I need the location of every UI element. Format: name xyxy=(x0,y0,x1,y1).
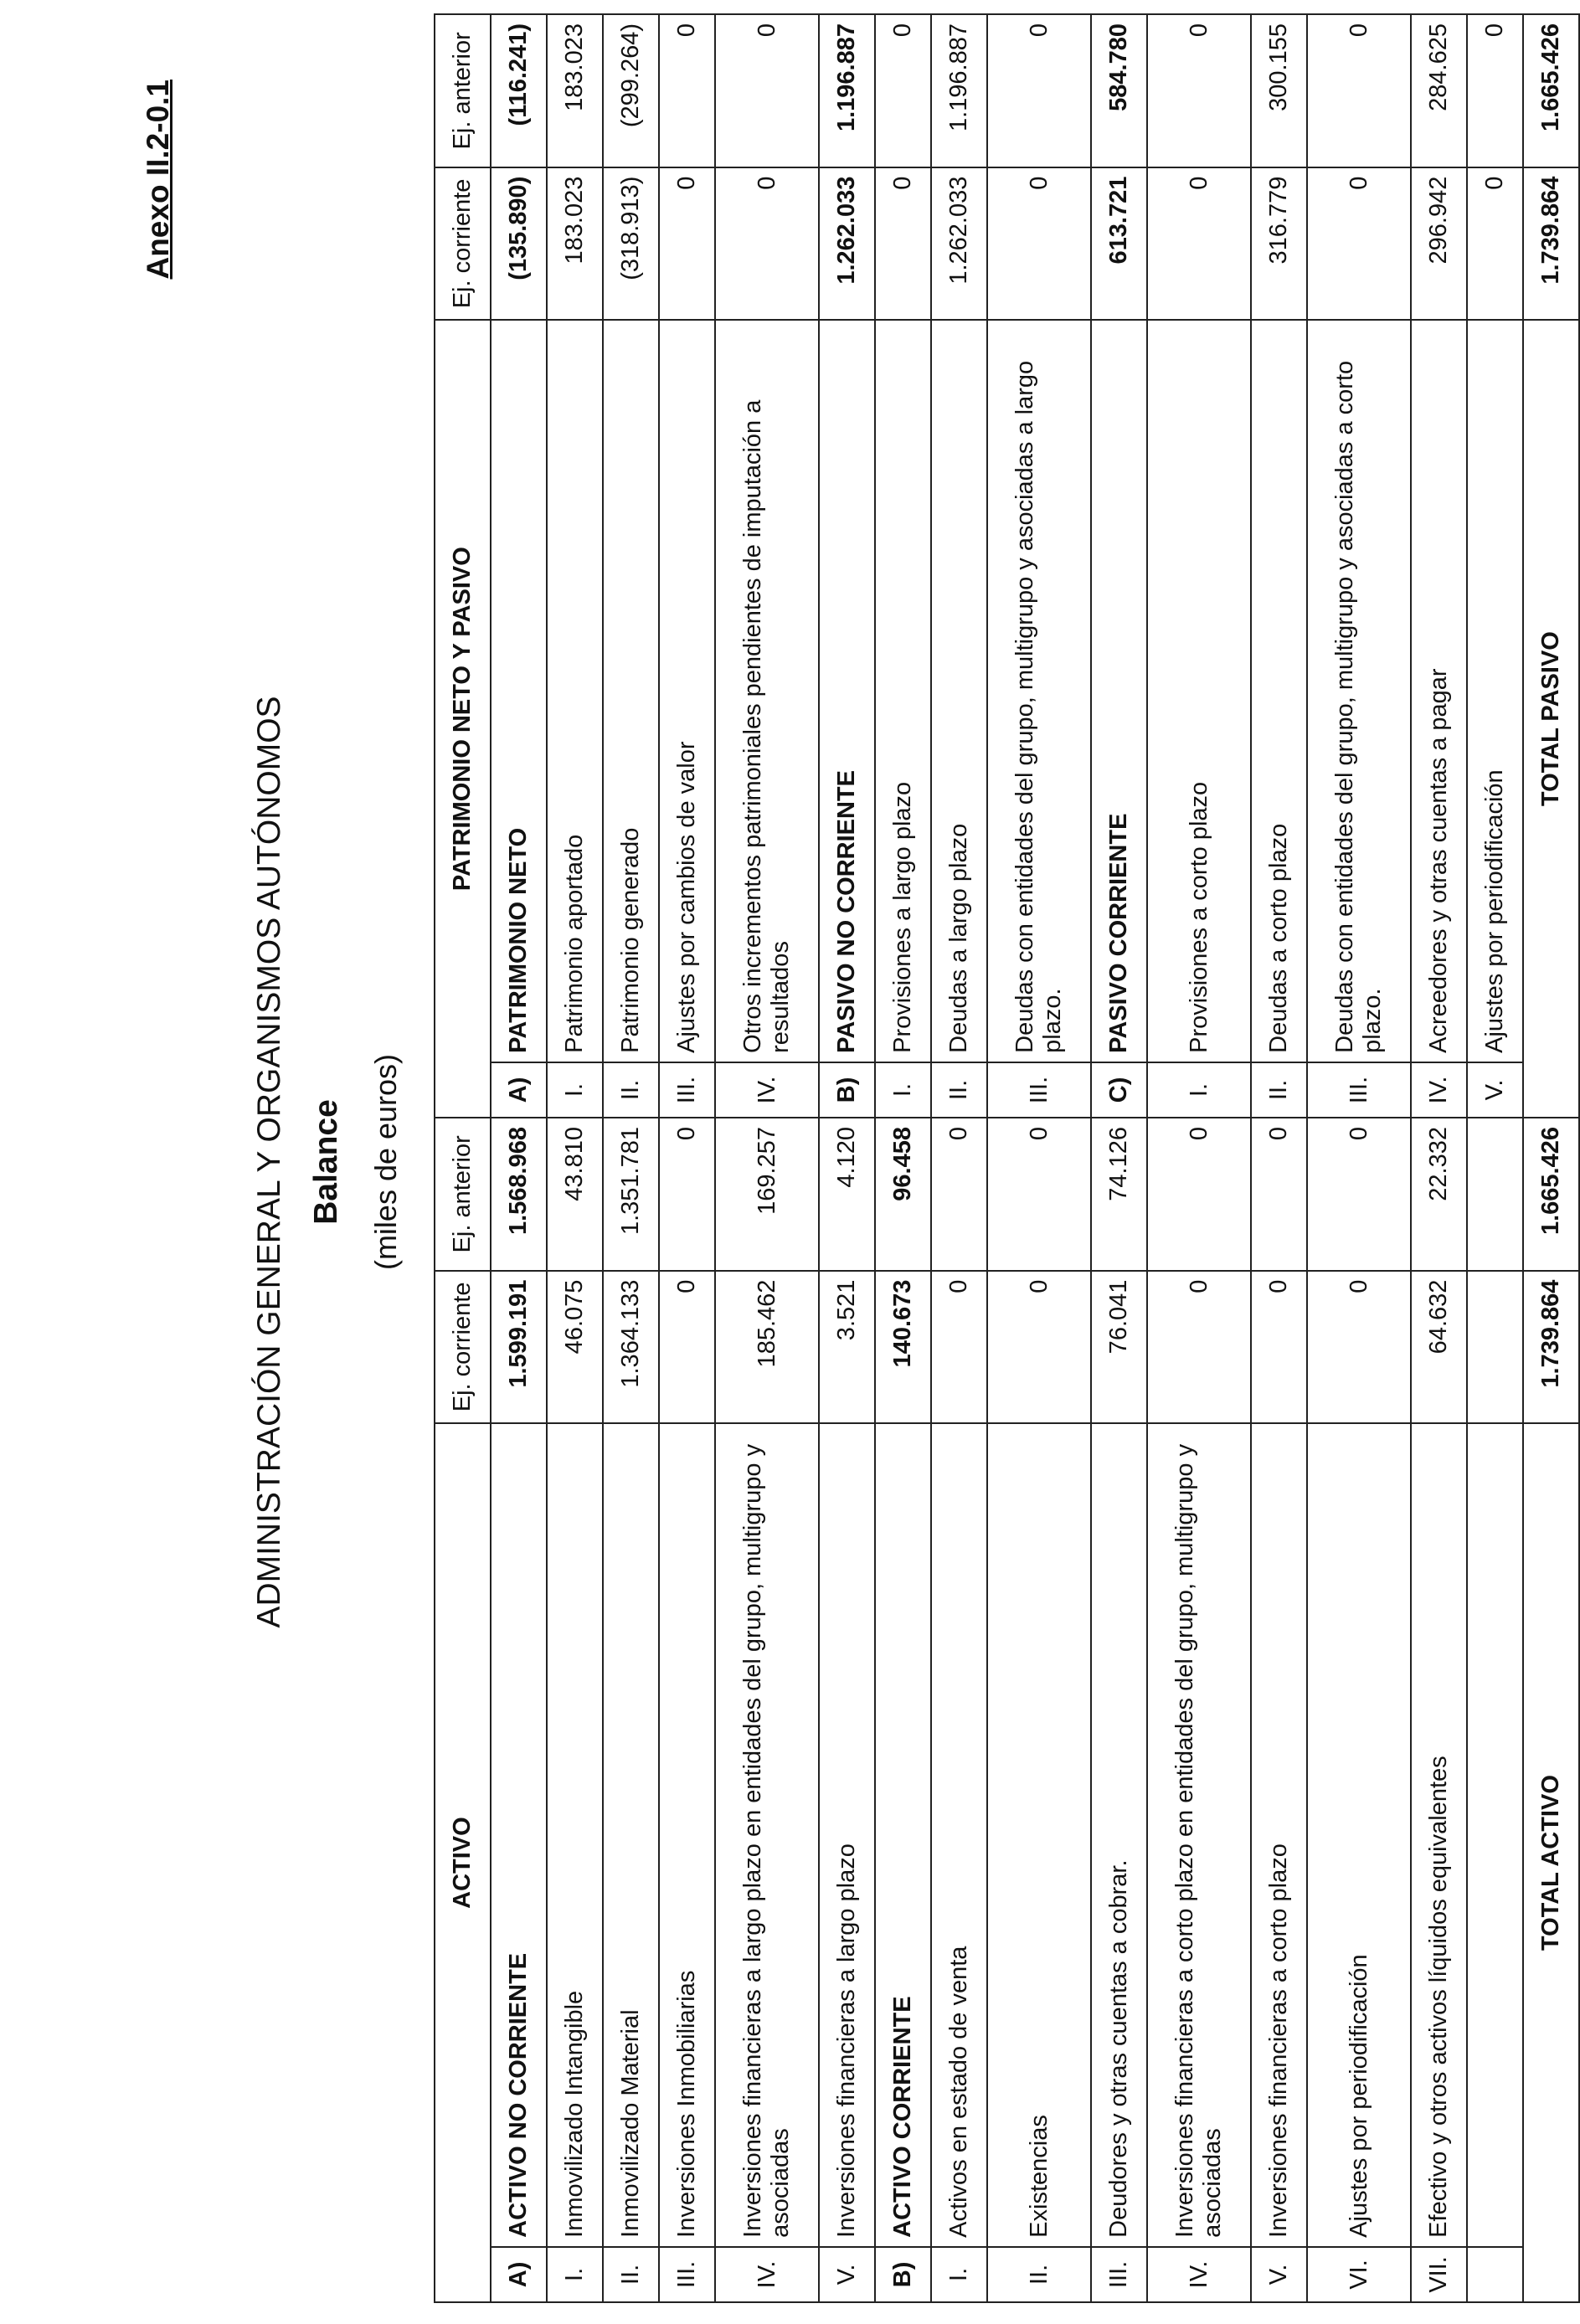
table-row xyxy=(931,14,987,2302)
table-row xyxy=(1411,14,1467,2302)
units-note: (miles de euros) xyxy=(368,1053,403,1271)
activo-label: ACTIVO NO CORRIENTE xyxy=(491,1423,547,2247)
pasivo-code: A) xyxy=(491,1062,547,1118)
pasivo-label: Deudas a largo plazo xyxy=(931,320,987,1062)
header-pasivo-previous: Ej. anterior xyxy=(435,14,491,167)
pasivo-label: Ajustes por cambios de valor xyxy=(659,320,715,1062)
page-subtitle: Balance xyxy=(308,1099,344,1225)
pasivo-label: Patrimonio aportado xyxy=(547,320,603,1062)
pasivo-code: III. xyxy=(1307,1062,1411,1118)
pasivo-label: PASIVO CORRIENTE xyxy=(1091,320,1147,1062)
activo-label: Inmovilizado Intangible xyxy=(547,1423,603,2247)
activo-code: V. xyxy=(1251,2247,1307,2302)
table-row xyxy=(491,14,547,2302)
activo-previous: 1.568.968 xyxy=(491,1118,547,1271)
pasivo-label: Deudas a corto plazo xyxy=(1251,320,1307,1062)
table-row xyxy=(603,14,659,2302)
activo-current: 76.041 xyxy=(1091,1271,1147,1424)
table-row xyxy=(715,14,819,2302)
pasivo-code: I. xyxy=(1147,1062,1251,1118)
activo-previous: 0 xyxy=(931,1118,987,1271)
activo-code: I. xyxy=(931,2247,987,2302)
activo-current: 0 xyxy=(931,1271,987,1424)
activo-label xyxy=(1467,1423,1523,2247)
header-activo: ACTIVO xyxy=(435,1423,491,2302)
table-row xyxy=(1467,14,1523,2302)
pasivo-current: 0 xyxy=(875,167,931,321)
pasivo-code: C) xyxy=(1091,1062,1147,1118)
pasivo-current: 1.262.033 xyxy=(931,167,987,321)
activo-previous: 96.458 xyxy=(875,1118,931,1271)
pasivo-label: Patrimonio generado xyxy=(603,320,659,1062)
pasivo-code: III. xyxy=(987,1062,1091,1118)
balance-table xyxy=(434,13,1580,2303)
pasivo-code: I. xyxy=(875,1062,931,1118)
activo-current: 46.075 xyxy=(547,1271,603,1424)
activo-label: Efectivo y otros activos líquidos equivalentes xyxy=(1411,1423,1467,2247)
activo-current: 0 xyxy=(987,1271,1091,1424)
pasivo-code: I. xyxy=(547,1062,603,1118)
activo-label: Deudores y otras cuentas a cobrar. xyxy=(1091,1423,1147,2247)
pasivo-previous: 0 xyxy=(1467,14,1523,167)
activo-code: II. xyxy=(987,2247,1091,2302)
table-row xyxy=(1091,14,1147,2302)
pasivo-current: 0 xyxy=(659,167,715,321)
activo-label: Activos en estado de venta xyxy=(931,1423,987,2247)
pasivo-label: Ajustes por periodificación xyxy=(1467,320,1523,1062)
activo-previous: 4.120 xyxy=(819,1118,875,1271)
pasivo-label: Deudas con entidades del grupo, multigrupo y asociadas a largo plazo. xyxy=(987,320,1091,1062)
pasivo-code: B) xyxy=(819,1062,875,1118)
pasivo-previous: 584.780 xyxy=(1091,14,1147,167)
activo-label: Inversiones financieras a largo plazo en entidades del grupo, multigrupo y asociadas xyxy=(715,1423,819,2247)
pasivo-previous: 0 xyxy=(715,14,819,167)
activo-previous: 0 xyxy=(987,1118,1091,1271)
table-row xyxy=(875,14,931,2302)
pasivo-current: 613.721 xyxy=(1091,167,1147,321)
activo-label: Existencias xyxy=(987,1423,1091,2247)
header-activo-previous: Ej. anterior xyxy=(435,1118,491,1271)
pasivo-previous: 1.196.887 xyxy=(819,14,875,167)
activo-current: 0 xyxy=(1147,1271,1251,1424)
activo-current: 3.521 xyxy=(819,1271,875,1424)
pasivo-previous: 1.196.887 xyxy=(931,14,987,167)
activo-current: 1.364.133 xyxy=(603,1271,659,1424)
activo-previous: 0 xyxy=(659,1118,715,1271)
activo-current xyxy=(1467,1271,1523,1424)
activo-code: III. xyxy=(659,2247,715,2302)
pasivo-label: Otros incrementos patrimoniales pendientes de imputación a resultados xyxy=(715,320,819,1062)
activo-current: 140.673 xyxy=(875,1271,931,1424)
activo-code: II. xyxy=(603,2247,659,2302)
table-row xyxy=(1307,14,1411,2302)
activo-current: 1.599.191 xyxy=(491,1271,547,1424)
activo-current: 0 xyxy=(1251,1271,1307,1424)
total-activo-current: 1.739.864 xyxy=(1523,1271,1579,1424)
pasivo-current: 183.023 xyxy=(547,167,603,321)
total-pasivo-label: TOTAL PASIVO xyxy=(1523,320,1579,1118)
activo-code: A) xyxy=(491,2247,547,2302)
activo-previous: 0 xyxy=(1147,1118,1251,1271)
pasivo-previous: 0 xyxy=(1307,14,1411,167)
activo-code: B) xyxy=(875,2247,931,2302)
pasivo-previous: (299.264) xyxy=(603,14,659,167)
activo-previous: 74.126 xyxy=(1091,1118,1147,1271)
pasivo-code: II. xyxy=(603,1062,659,1118)
total-pasivo-current: 1.739.864 xyxy=(1523,167,1579,321)
activo-label: ACTIVO CORRIENTE xyxy=(875,1423,931,2247)
header-pasivo-current: Ej. corriente xyxy=(435,167,491,321)
pasivo-label: Provisiones a corto plazo xyxy=(1147,320,1251,1062)
pasivo-previous: 183.023 xyxy=(547,14,603,167)
total-activo-label: TOTAL ACTIVO xyxy=(1523,1423,1579,2302)
activo-code: VII. xyxy=(1411,2247,1467,2302)
total-pasivo-previous: 1.665.426 xyxy=(1523,14,1579,167)
table-row xyxy=(547,14,603,2302)
page-title: ADMINISTRACIÓN GENERAL Y ORGANISMOS AUTÓNOMOS xyxy=(251,696,287,1628)
pasivo-previous: 0 xyxy=(659,14,715,167)
table-row xyxy=(1147,14,1251,2302)
pasivo-previous: 0 xyxy=(875,14,931,167)
pasivo-label: Acreedores y otras cuentas a pagar xyxy=(1411,320,1467,1062)
pasivo-previous: 0 xyxy=(1147,14,1251,167)
pasivo-current: (318.913) xyxy=(603,167,659,321)
annex-label: Anexo II.2-0.1 xyxy=(141,80,175,280)
table-row xyxy=(1251,14,1307,2302)
pasivo-previous: 284.625 xyxy=(1411,14,1467,167)
pasivo-current: 0 xyxy=(1147,167,1251,321)
table-row xyxy=(819,14,875,2302)
pasivo-current: 0 xyxy=(1467,167,1523,321)
activo-current: 0 xyxy=(659,1271,715,1424)
activo-label: Inversiones Inmobiliarias xyxy=(659,1423,715,2247)
pasivo-code: IV. xyxy=(715,1062,819,1118)
pasivo-label: Deudas con entidades del grupo, multigrupo y asociadas a corto plazo. xyxy=(1307,320,1411,1062)
activo-current: 185.462 xyxy=(715,1271,819,1424)
activo-previous: 43.810 xyxy=(547,1118,603,1271)
pasivo-current: 1.262.033 xyxy=(819,167,875,321)
activo-previous: 22.332 xyxy=(1411,1118,1467,1271)
activo-code: VI. xyxy=(1307,2247,1411,2302)
pasivo-label: Provisiones a largo plazo xyxy=(875,320,931,1062)
activo-label: Inversiones financieras a corto plazo xyxy=(1251,1423,1307,2247)
activo-previous: 0 xyxy=(1307,1118,1411,1271)
pasivo-code: V. xyxy=(1467,1062,1523,1118)
activo-current: 64.632 xyxy=(1411,1271,1467,1424)
pasivo-code: II. xyxy=(931,1062,987,1118)
activo-label: Inversiones financieras a corto plazo en entidades del grupo, multigrupo y asociadas xyxy=(1147,1423,1251,2247)
pasivo-previous: 300.155 xyxy=(1251,14,1307,167)
pasivo-previous: (116.241) xyxy=(491,14,547,167)
pasivo-code: II. xyxy=(1251,1062,1307,1118)
pasivo-current: 0 xyxy=(987,167,1091,321)
activo-label: Inversiones financieras a largo plazo xyxy=(819,1423,875,2247)
pasivo-current: 0 xyxy=(1307,167,1411,321)
pasivo-code: IV. xyxy=(1411,1062,1467,1118)
pasivo-label: PASIVO NO CORRIENTE xyxy=(819,320,875,1062)
header-pasivo: PATRIMONIO NETO Y PASIVO xyxy=(435,320,491,1118)
activo-code: IV. xyxy=(715,2247,819,2302)
table-row xyxy=(987,14,1091,2302)
total-activo-previous: 1.665.426 xyxy=(1523,1118,1579,1271)
pasivo-current: 316.779 xyxy=(1251,167,1307,321)
activo-label: Inmovilizado Material xyxy=(603,1423,659,2247)
activo-previous: 169.257 xyxy=(715,1118,819,1271)
pasivo-previous: 0 xyxy=(987,14,1091,167)
activo-code xyxy=(1467,2247,1523,2302)
totals-row xyxy=(1523,14,1579,2302)
pasivo-current: 296.942 xyxy=(1411,167,1467,321)
pasivo-current: 0 xyxy=(715,167,819,321)
activo-previous: 1.351.781 xyxy=(603,1118,659,1271)
activo-previous: 0 xyxy=(1251,1118,1307,1271)
activo-code: IV. xyxy=(1147,2247,1251,2302)
activo-code: I. xyxy=(547,2247,603,2302)
activo-previous xyxy=(1467,1118,1523,1271)
activo-current: 0 xyxy=(1307,1271,1411,1424)
table-row xyxy=(659,14,715,2302)
pasivo-current: (135.890) xyxy=(491,167,547,321)
pasivo-label: PATRIMONIO NETO xyxy=(491,320,547,1062)
activo-code: III. xyxy=(1091,2247,1147,2302)
pasivo-code: III. xyxy=(659,1062,715,1118)
activo-label: Ajustes por periodificación xyxy=(1307,1423,1411,2247)
header-activo-current: Ej. corriente xyxy=(435,1271,491,1424)
activo-code: V. xyxy=(819,2247,875,2302)
